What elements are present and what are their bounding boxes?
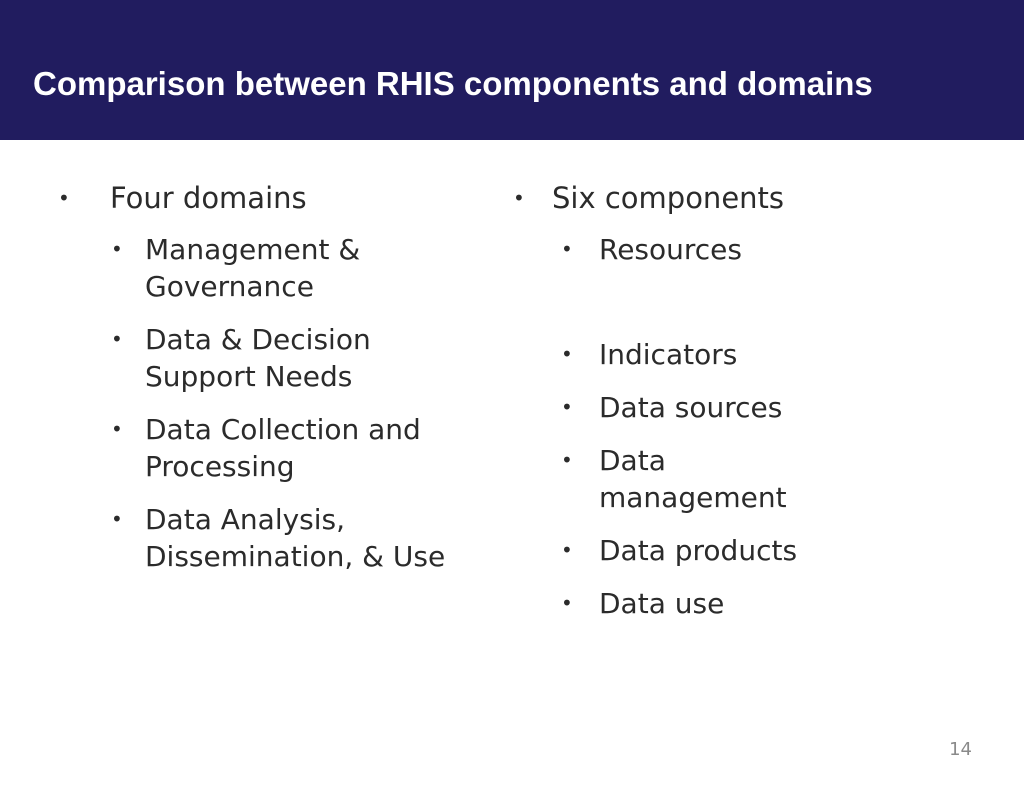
list-item: [513, 442, 933, 516]
components-column: [513, 178, 933, 622]
bullet-icon: •: [561, 395, 573, 419]
bullet-icon: •: [111, 507, 123, 531]
list-item: [513, 389, 933, 426]
domains-heading-text: Four domains: [110, 181, 307, 215]
list-item-line: management: [599, 481, 787, 514]
page-number: 14: [949, 739, 972, 760]
list-item: [513, 585, 933, 622]
list-item: [58, 231, 478, 305]
bullet-icon: •: [111, 237, 123, 261]
list-item-line: Governance: [145, 270, 314, 303]
list-item-line: Data Collection and: [145, 413, 421, 446]
bullet-icon: •: [561, 591, 573, 615]
slide-title: Comparison between RHIS components and domains: [33, 65, 873, 102]
list-item: [58, 411, 478, 485]
list-item: [58, 501, 478, 575]
list-item: [58, 321, 478, 395]
components-heading-text: Six components: [552, 181, 785, 215]
bullet-icon: •: [561, 448, 573, 472]
list-item-line: Management &: [145, 233, 361, 266]
components-heading: [513, 178, 933, 218]
bullet-icon: •: [111, 417, 123, 441]
bullet-icon: •: [561, 538, 573, 562]
list-item-line: Support Needs: [145, 360, 353, 393]
domains-column: [58, 178, 478, 575]
list-item-line: Resources: [599, 233, 742, 266]
bullet-icon: •: [513, 186, 525, 210]
list-item-line: Indicators: [599, 338, 738, 371]
title-bar: [0, 0, 1024, 140]
list-item: [513, 532, 933, 569]
bullet-icon: •: [58, 186, 70, 210]
list-item-line: Dissemination, & Use: [145, 540, 446, 573]
bullet-icon: •: [111, 327, 123, 351]
list-item-line: Processing: [145, 450, 295, 483]
list-item-line: Data: [599, 444, 666, 477]
bullet-icon: •: [561, 237, 573, 261]
list-item-line: Data use: [599, 587, 725, 620]
list-item-line: Data Analysis,: [145, 503, 346, 536]
domains-heading: [58, 178, 478, 218]
list-item-line: Data sources: [599, 391, 783, 424]
list-item-line: Data & Decision: [145, 323, 371, 356]
list-item: [513, 231, 933, 268]
list-item: [513, 336, 933, 373]
bullet-icon: •: [561, 342, 573, 366]
list-item-line: Data products: [599, 534, 798, 567]
